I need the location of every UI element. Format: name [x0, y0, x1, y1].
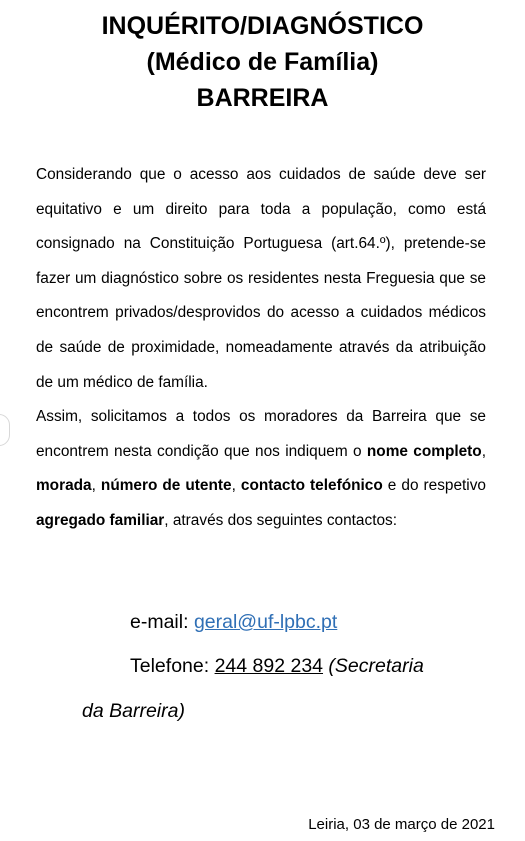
title-line-1: INQUÉRITO/DIAGNÓSTICO [101, 12, 424, 40]
title-line-3: BARREIRA [196, 84, 329, 112]
phone-number[interactable]: 244 892 234 [214, 655, 324, 677]
separator: , [91, 477, 101, 495]
title-line-2: (Médico de Família) [146, 48, 379, 76]
scroll-handle[interactable] [0, 414, 10, 446]
request-text-start: Assim, solicitamos a todos os moradores da Barreira que se encontrem nesta condição que nos indiquem o [36, 408, 486, 460]
phone-label: Telefone: [130, 655, 215, 677]
bold-contacto-telefonico: contacto telefónico [240, 477, 383, 495]
bold-agregado-familiar: agregado familiar [36, 511, 165, 529]
bold-morada: morada [36, 477, 92, 495]
phone-note-continuation: da Barreira) [82, 700, 185, 722]
paragraph-request [36, 400, 486, 538]
email-label: e-mail: [130, 611, 194, 633]
email-contact [130, 608, 337, 636]
phone-contact [130, 652, 424, 680]
separator: , [481, 442, 486, 460]
request-text-end: , através dos seguintes contactos: [164, 511, 397, 529]
request-text-middle: e do respetivo [382, 477, 486, 495]
document-title [0, 8, 525, 116]
paragraph-intro: Considerando que o acesso aos cuidados de saúde deve ser equitativo e um direito para toda a população, como está consignado na Constituição Portuguesa (art.64.º), pretende-se fazer um diagnóstico sobre os residentes nesta Freguesia que se encontrem privados/desprovidos do acesso a cuidados médicos de saúde de proximidade, nomeadamente através da atribuição de um médico de família. [36, 166, 486, 391]
phone-note-start: (Secretaria [323, 655, 424, 677]
document-date: Leiria, 03 de março de 2021 [308, 816, 495, 833]
document-body [36, 158, 486, 539]
bold-numero-utente: número de utente [100, 477, 232, 495]
separator: , [231, 477, 241, 495]
email-link[interactable]: geral@uf-lpbc.pt [193, 611, 338, 633]
bold-nome-completo: nome completo [366, 442, 482, 460]
